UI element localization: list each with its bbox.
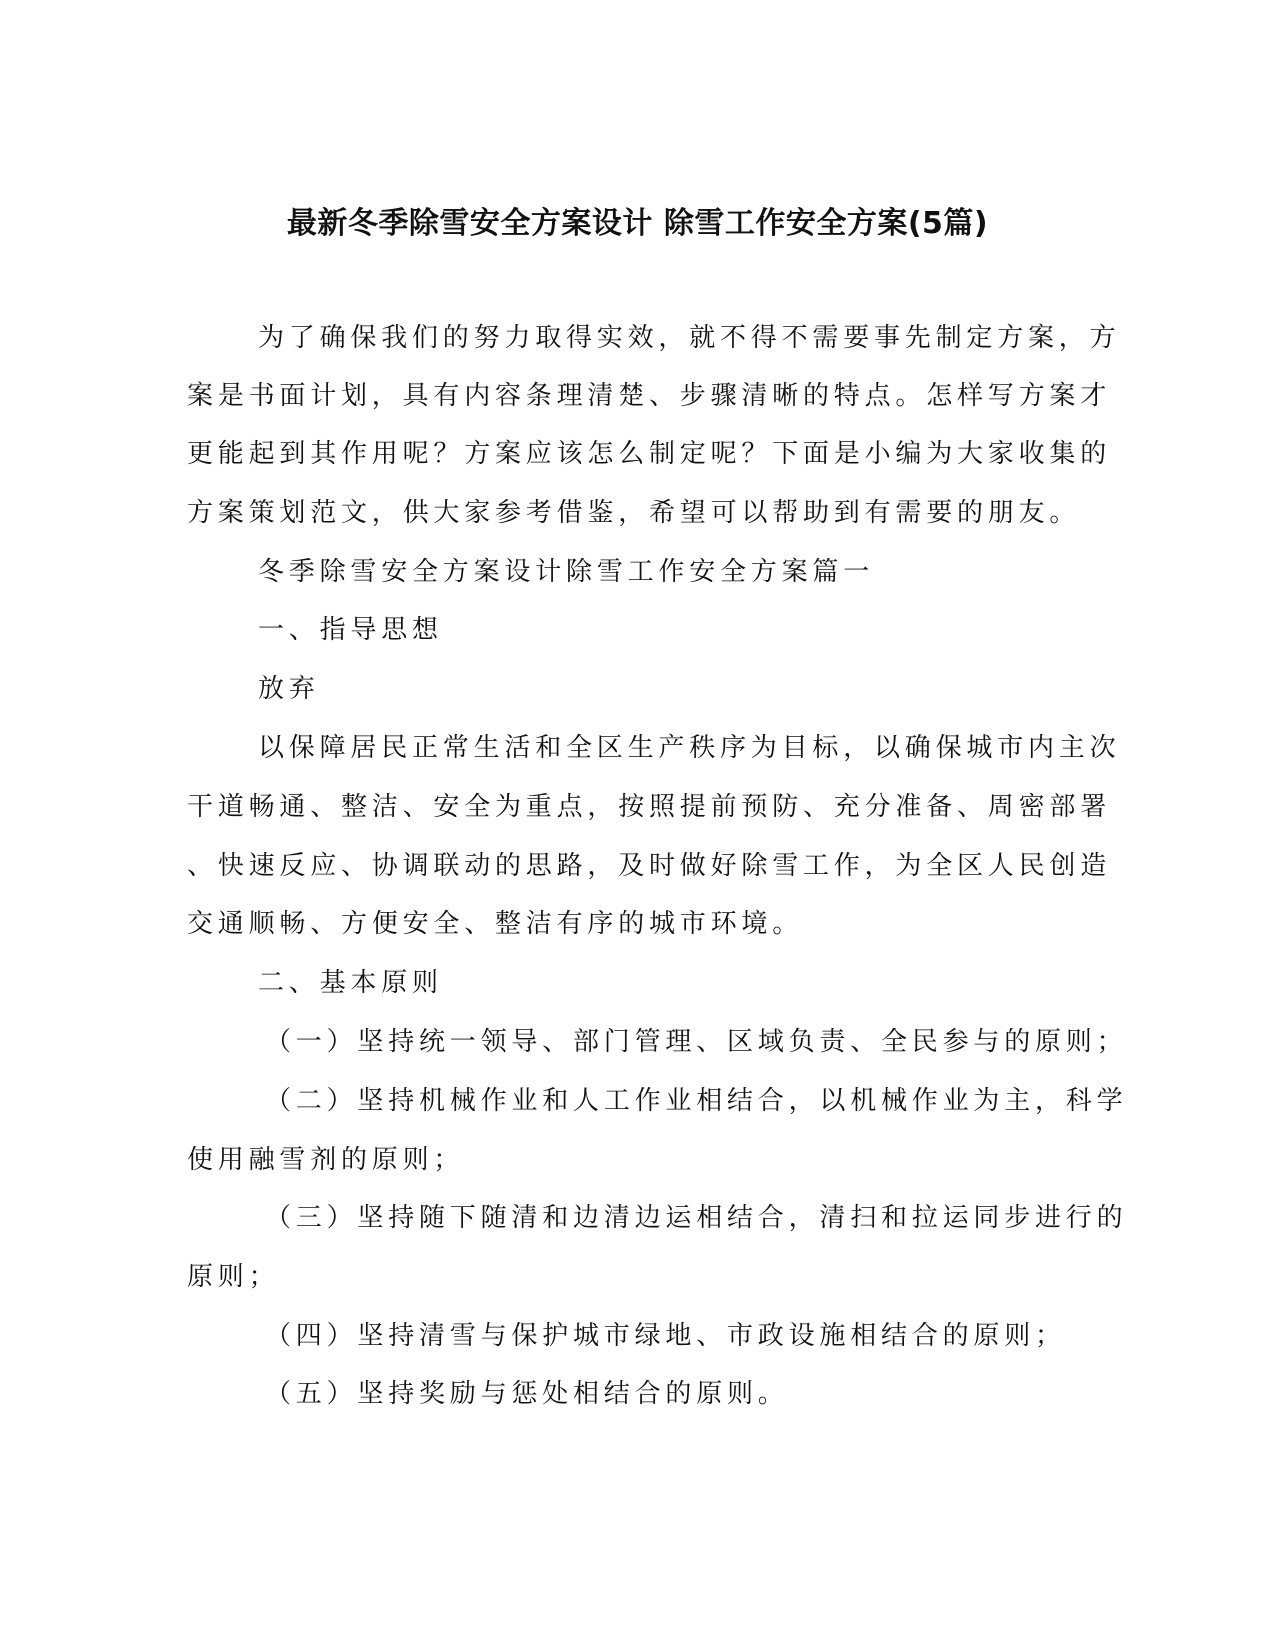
body-line: 、快速反应、协调联动的思路，及时做好除雪工作，为全区人民创造 — [187, 851, 1112, 881]
intro-line-2: 案是书面计划，具有内容条理清楚、步骤清晰的特点。怎样写方案才 — [187, 381, 1112, 411]
principle-item-2: （二）坚持机械作业和人工作业相结合，以机械作业为主，科学 — [265, 1086, 1128, 1116]
heading-basic-principles: 二、基本原则 — [258, 968, 443, 998]
principle-item-5: （五）坚持奖励与惩处相结合的原则。 — [265, 1379, 789, 1409]
document-title: 最新冬季除雪安全方案设计 除雪工作安全方案(5篇) — [286, 206, 989, 242]
heading-guiding-ideology: 一、指导思想 — [258, 615, 443, 645]
body-line: 放弃 — [258, 674, 320, 704]
body-line: 交通顺畅、方便安全、整洁有序的城市环境。 — [187, 909, 804, 939]
intro-line-3: 更能起到其作用呢？方案应该怎么制定呢？下面是小编为大家收集的 — [187, 439, 1112, 469]
principle-item-3-cont: 原则； — [187, 1262, 280, 1292]
intro-line-4: 方案策划范文，供大家参考借鉴，希望可以帮助到有需要的朋友。 — [187, 498, 1081, 528]
body-line: 以保障居民正常生活和全区生产秩序为目标，以确保城市内主次 — [258, 733, 1121, 763]
principle-item-3: （三）坚持随下随清和边清边运相结合，清扫和拉运同步进行的 — [265, 1203, 1128, 1233]
section-heading-part-one: 冬季除雪安全方案设计除雪工作安全方案篇一 — [258, 557, 875, 587]
intro-line-1: 为了确保我们的努力取得实效，就不得不需要事先制定方案，方 — [258, 323, 1121, 353]
principle-item-2-cont: 使用融雪剂的原则； — [187, 1145, 465, 1175]
principle-item-1: （一）坚持统一领导、部门管理、区域负责、全民参与的原则； — [265, 1027, 1128, 1057]
body-line: 干道畅通、整洁、安全为重点，按照提前预防、充分准备、周密部署 — [187, 792, 1112, 822]
principle-item-4: （四）坚持清雪与保护城市绿地、市政设施相结合的原则； — [265, 1321, 1066, 1351]
